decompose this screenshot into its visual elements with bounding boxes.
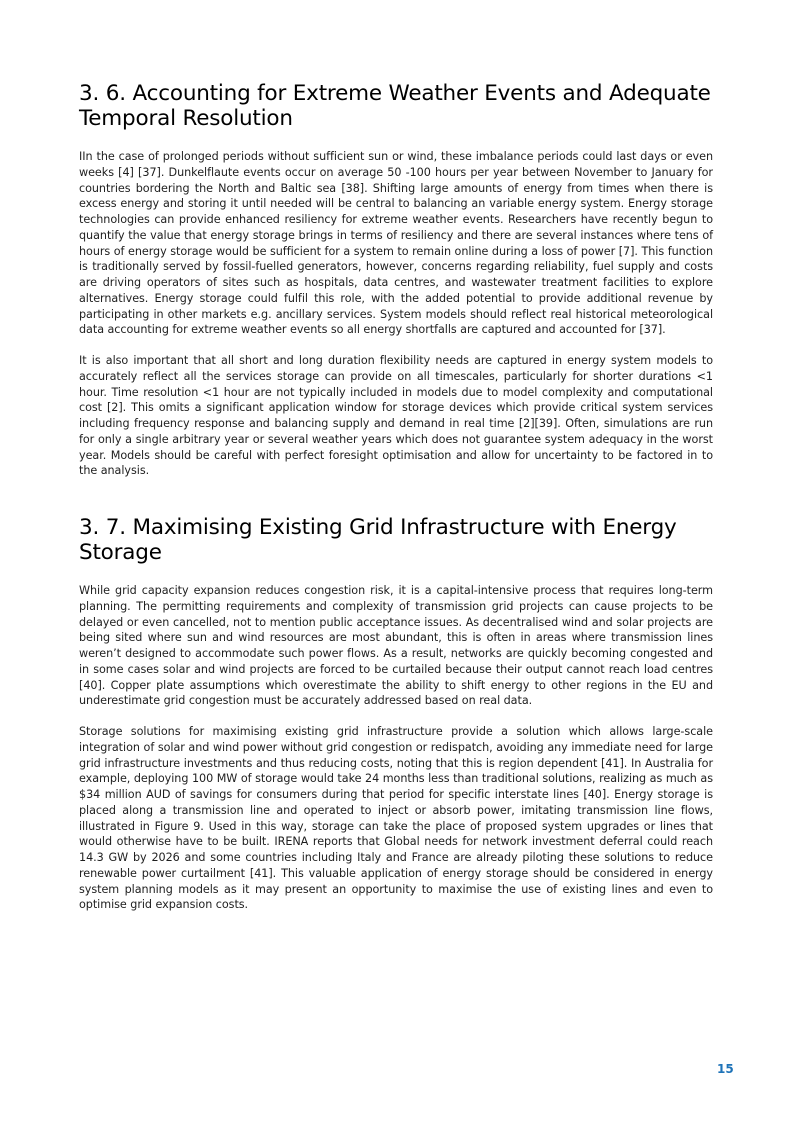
section-heading: 3. 6. Accounting for Extreme Weather Events and Adequate Temporal Resolution — [79, 81, 711, 131]
section-heading: 3. 7. Maximising Existing Grid Infrastructure with Energy Storage — [79, 515, 677, 565]
paragraph: IIn the case of prolonged periods without sufficient sun or wind, these imbalance periods could last days or even weeks [4] [37]. Dunkelflaute events occur on average 50 -100 hours per year between November to January for countries bordering the North and Baltic sea [38]. Shifting large amounts of energy from times when there is excess energy and storing it until needed will be central to balancing an variable energy system. Energy storage technologies can provide enhanced resiliency for extreme weather events. Researchers have recently begun to quantify the value that energy storage brings in terms of resiliency and there are several instances where tens of hours of energy storage would be sufficient for a system to remain online during a loss of power [7]. This function is traditionally served by fossil-fuelled generators, however, concerns regarding reliability, fuel supply and costs are driving operators of sites such as hospitals, data centres, and wastewater treatment facilities to explore alternatives. Energy storage could fulfil this role, with the added potential to provide additional revenue by participating in other markets e.g. ancillary services. System models should reflect real historical meteorological data accounting for extreme weather events so all energy shortfalls are captured and accounted for [37]. — [79, 150, 713, 337]
document-page — [79, 81, 713, 949]
section-3-7 — [79, 515, 713, 913]
page-number: 15 — [717, 1062, 734, 1076]
paragraph: Storage solutions for maximising existing grid infrastructure provide a solution which allows large-scale integration of solar and wind power without grid congestion or redispatch, avoiding any immediate need for large grid infrastructure investments and thus reducing costs, noting that this is region dependent [41]. In Australia for example, deploying 100 MW of storage would take 24 months less than traditional solutions, realizing as much as $34 million AUD of savings for consumers during that period for specific interstate lines [40]. Energy storage is placed along a transmission line and operated to inject or absorb power, imitating transmission line flows, illustrated in Figure 9. Used in this way, storage can take the place of proposed system upgrades or lines that would otherwise have to be built. IRENA reports that Global needs for network investment deferral could reach 14.3 GW by 2026 and some countries including Italy and France are already piloting these solutions to reduce renewable power curtailment [41]. This valuable application of energy storage should be considered in energy system planning models as it may present an opportunity to maximise the use of existing lines and even to optimise grid expansion costs. — [79, 725, 713, 912]
paragraph: It is also important that all short and long duration flexibility needs are captured in energy system models to accurately reflect all the services storage can provide on all timescales, particularly for shorter durations <1 hour. Time resolution <1 hour are not typically included in models due to model complexity and computational cost [2]. This omits a significant application window for storage devices which provide critical system services including frequency response and balancing supply and demand in real time [2][39]. Often, simulations are run for only a single arbitrary year or several weather years which does not guarantee system adequacy in the worst year. Models should be careful with perfect foresight optimisation and allow for uncertainty to be factored in to the analysis. — [79, 354, 713, 478]
paragraph: While grid capacity expansion reduces congestion risk, it is a capital-intensive process that requires long-term planning. The permitting requirements and complexity of transmission grid projects can cause projects to be delayed or even cancelled, not to mention public acceptance issues. As decentralised wind and solar projects are being sited where sun and wind resources are most abundant, this is often in areas where transmission lines weren’t designed to accommodate such power flows. As a result, networks are quickly becoming congested and in some cases solar and wind projects are forced to be curtailed because their output cannot reach load centres [40]. Copper plate assumptions which overestimate the ability to shift energy to other regions in the EU and underestimate grid congestion must be accurately addressed based on real data. — [79, 584, 713, 708]
section-3-6 — [79, 81, 713, 479]
